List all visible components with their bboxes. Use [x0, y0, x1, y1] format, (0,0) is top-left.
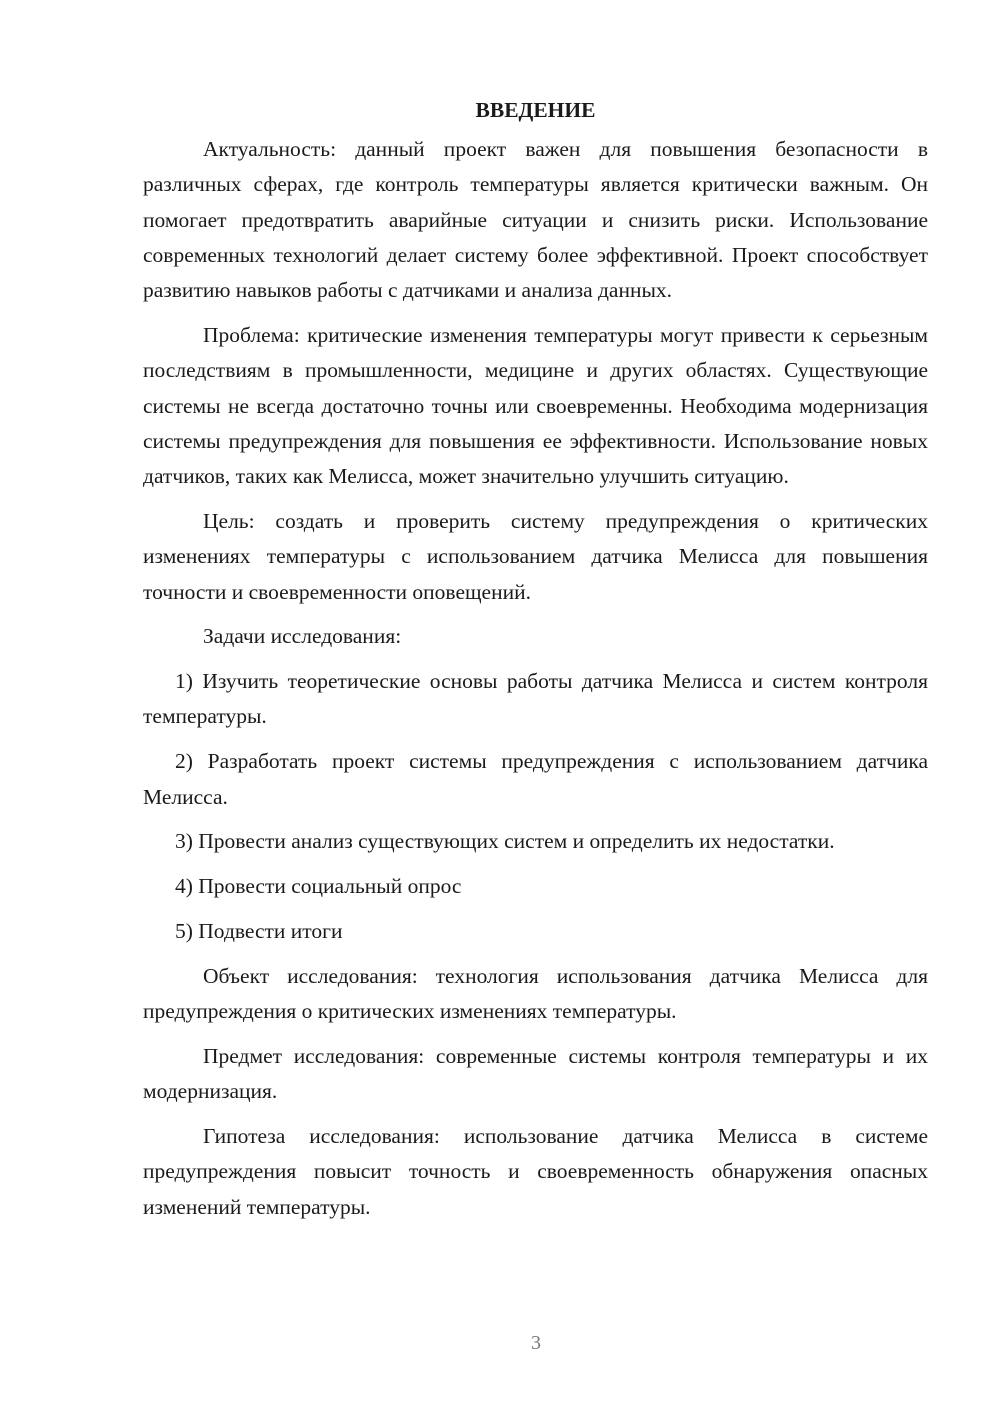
- section-heading: ВВЕДЕНИЕ: [475, 98, 596, 122]
- list-item-task-2: 2) Разработать проект системы предупреждения с использованием датчика Мелисса.: [143, 749, 928, 809]
- list-item-task-4: 4) Провести социальный опрос: [175, 874, 462, 899]
- list-item-task-3: 3) Провести анализ существующих систем и определить их недостатки.: [175, 829, 835, 854]
- paragraph-goal: Цель: создать и проверить систему предупреждения о критических изменениях температуры с использованием датчика Мелисса для повышения точности и своевременности оповещений.: [143, 508, 928, 604]
- paragraph-relevance: Актуальность: данный проект важен для повышения безопасности в различных сферах, где контроль температуры является критически важным. Он помогает предотвратить аварийные ситуации и снизить риски. Использование современных технологий делает систему более эффективной. Проект способствует развитию навыков работы с датчиками и анализа данных.: [143, 137, 928, 303]
- list-item-task-5: 5) Подвести итоги: [175, 918, 343, 943]
- list-item-task-1: 1) Изучить теоретические основы работы датчика Мелисса и систем контроля температуры.: [143, 669, 928, 729]
- page-number: 3: [531, 1332, 541, 1354]
- paragraph-hypothesis: Гипотеза исследования: использование датчика Мелисса в системе предупреждения повысит точность и своевременность обнаружения опасных изменений температуры.: [143, 1123, 928, 1219]
- page-content: [143, 92, 928, 1234]
- paragraph-object: Объект исследования: технология использования датчика Мелисса для предупреждения о критических изменениях температуры.: [143, 963, 928, 1024]
- paragraph-problem: Проблема: критические изменения температуры могут привести к серьезным последствиям в промышленности, медицине и других областях. Существующие системы не всегда достаточно точны или своевременны. Необходима модернизация системы предупреждения для повышения ее эффективности. Использование новых датчиков, таких как Мелисса, может значительно улучшить ситуацию.: [143, 322, 928, 489]
- paragraph-subject: Предмет исследования: современные системы контроля температуры и их модернизация.: [143, 1043, 928, 1104]
- paragraph-tasks-title: Задачи исследования:: [203, 624, 402, 649]
